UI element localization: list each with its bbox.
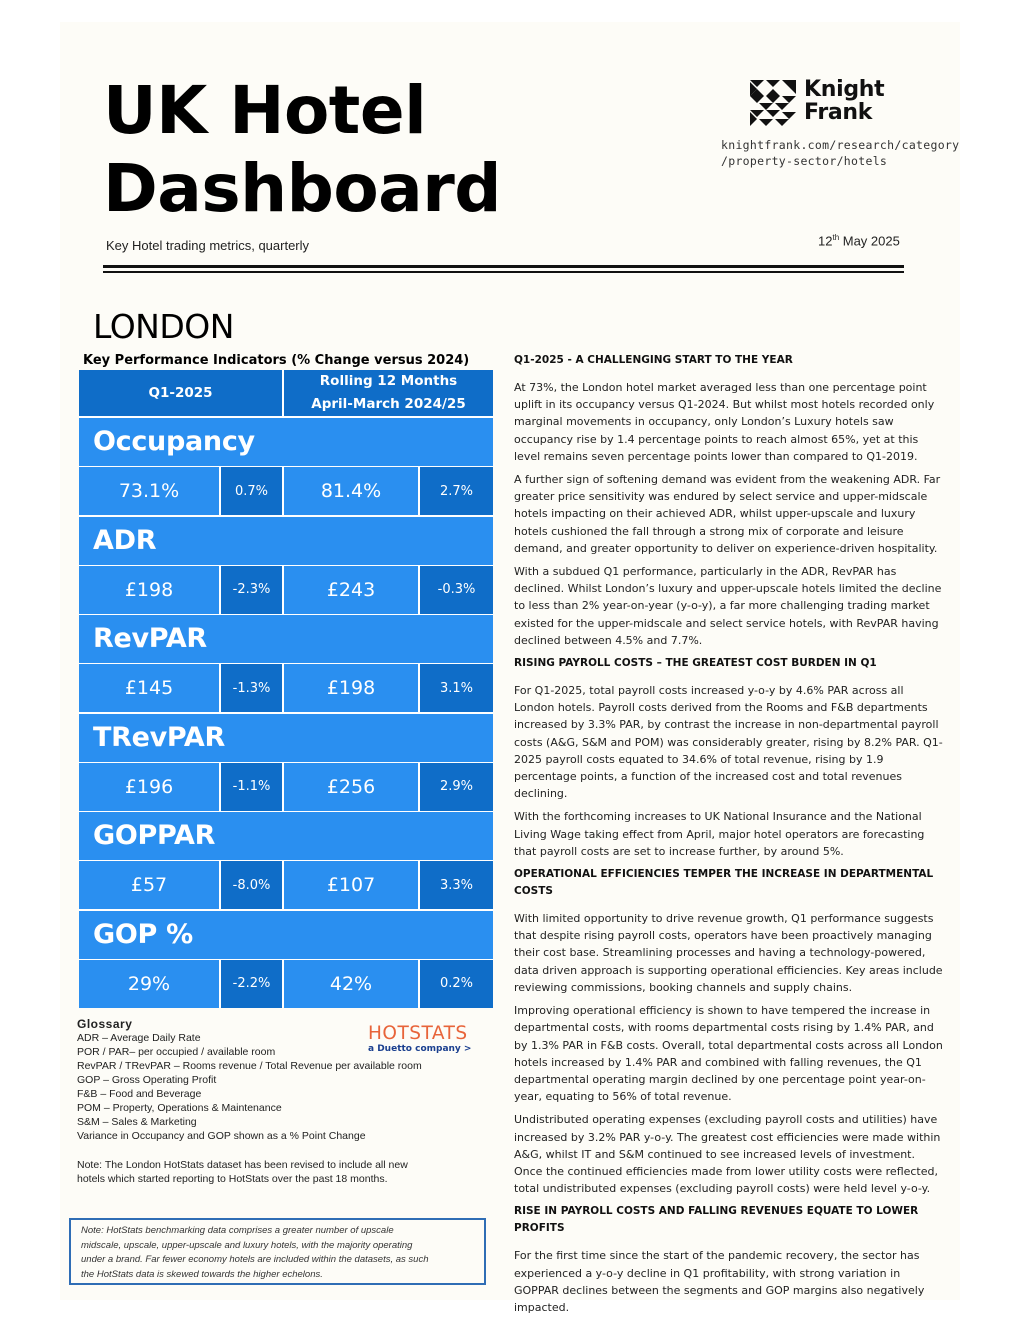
paragraph: Improving operational efficiency is shown to have tempered the increase in departmental costs, with rooms departmental costs rising by 1.4% PAR, and by 1.3% PAR in F&B costs. Overall, total departmental costs across all London hotels increased by 1.4% PAR and combined with falling revenues, the Q1 departmental operating margin declined by one percentage point year-on-year, equating to 56% of total revenue. [514,1004,943,1104]
kpi-block [79,517,493,614]
kpi-q1-change: -2.3% [221,566,282,614]
brand-line-2: Frank [804,100,873,125]
kpi-block [79,418,493,515]
kpi-block [79,615,493,712]
kpi-metric-name: RevPAR [79,615,493,663]
data-note-line: midscale, upscale, upper-upscale and luxury hotels, with the majority operating [81,1239,413,1251]
website-link[interactable] [721,137,959,169]
data-note-line: Note: HotStats benchmarking data comprises a greater number of upscale [81,1225,394,1236]
kpi-metric-name: GOP % [79,911,493,959]
kpi-rolling-change: 3.3% [420,861,493,909]
kpi-rolling-change: 3.1% [420,664,493,712]
data-note-line: the HotStats data is skewed towards the higher echelons. [81,1268,323,1280]
knight-frank-logo-icon [750,80,796,126]
kpi-metric-name: TRevPAR [79,714,493,762]
kpi-block [79,812,493,909]
section-heading: RISE IN PAYROLL COSTS AND FALLING REVENUES EQUATE TO LOWER PROFITS [514,1205,919,1235]
kpi-table [79,370,493,1007]
kpi-q1-value: 73.1% [79,467,219,515]
glossary-item: RevPAR / TRevPAR – Rooms revenue / Total Revenue per available room [77,1060,422,1072]
glossary-item: S&M – Sales & Marketing [77,1116,197,1128]
kpi-column-rolling-line-1: Rolling 12 Months [319,373,458,389]
hotstats-tagline: a Duetto company > [368,1044,472,1054]
city-heading: LONDON [93,307,234,346]
glossary-note [77,1158,408,1186]
glossary-item: Variance in Occupancy and GOP shown as a % Point Change [77,1130,366,1142]
hotstats-logo [368,1024,478,1056]
kpi-q1-change: -8.0% [221,861,282,909]
kpi-metric-name: GOPPAR [79,812,493,860]
kpi-column-q1 [79,370,282,416]
kpi-q1-value: 29% [79,960,219,1008]
kpi-rolling-value: £243 [284,566,418,614]
paragraph: For Q1-2025, total payroll costs increased y-o-y by 4.6% PAR across all London hotels. Payroll costs derived from the Rooms and F&B departments increased by 3.3% PAR, by contrast the increase in non-departmental payroll costs (A&G, S&M and POM) was considerably greater, rising by 8.2% PAR. Q1-2025 payroll costs equated to 34.6% of total revenue, rising by 1.9 percentage points, a function of the increased cost and total revenues declining. [514,684,943,801]
paragraph: With the forthcoming increases to UK National Insurance and the National Living Wage taking effect from April, major hotel operators are forecasting that payroll costs are set to increase further, by around 5%. [514,810,925,858]
paragraph: Undistributed operating expenses (excluding payroll costs and utilities) have increased by 3.2% PAR y-o-y. The greatest cost efficiencies were made within A&G, whilst IT and S&M continued to see increased levels of investment. Once the continued efficiencies made from lower utility costs were reflected, total undistributed expenses (excluding payroll costs) were held level y-o-y. [514,1113,941,1196]
hotstats-wordmark: HOTSTATS [368,1023,468,1044]
date-rest: May 2025 [839,233,900,249]
kpi-column-rolling [284,370,493,416]
glossary-heading: Glossary [77,1017,133,1031]
glossary-item: ADR – Average Daily Rate [77,1032,201,1044]
kpi-rolling-change: 2.9% [420,763,493,811]
kpi-rolling-value: £256 [284,763,418,811]
section-heading: RISING PAYROLL COSTS – THE GREATEST COST BURDEN IN Q1 [514,657,877,670]
publish-date [818,233,900,248]
header-divider-secondary [103,271,904,273]
paragraph: A further sign of softening demand was evident from the weakening ADR. Far greater price sensitivity was endured by select service and upper-midscale hotels impacting on their achieved ADR, whilst upper-upscale and luxury hotels cushioned the fall through a strong mix of corporate and leisure demand, and greater opportunity to deliver on experience-driven hospitality. [514,473,941,555]
glossary-note-line-1: Note: The London HotStats dataset has been revised to include all new [77,1159,408,1171]
kpi-heading: Key Performance Indicators (% Change versus 2024) [83,353,470,368]
data-note-box [69,1218,486,1285]
section-heading: Q1-2025 - A CHALLENGING START TO THE YEAR [514,354,793,366]
date-suffix: th [832,233,840,242]
kpi-q1-change: -2.2% [221,960,282,1008]
kpi-rolling-change: 2.7% [420,467,493,515]
kpi-metric-name: Occupancy [79,418,493,466]
glossary-note-line-2: hotels which started reporting to HotStats over the past 18 months. [77,1173,388,1185]
kpi-q1-change: -1.1% [221,763,282,811]
section-heading: OPERATIONAL EFFICIENCIES TEMPER THE INCREASE IN DEPARTMENTAL COSTS [514,868,934,898]
url-line-1: knightfrank.com/research/category [721,138,960,152]
article-body [514,352,946,1320]
knight-frank-logo [750,78,900,128]
kpi-rolling-value: £107 [284,861,418,909]
glossary-item: GOP – Gross Operating Profit [77,1074,217,1086]
title-line-1: UK Hotel [103,72,427,149]
glossary-item: POR / PAR– per occupied / available room [77,1046,276,1058]
kpi-metric-name: ADR [79,517,493,565]
kpi-q1-value: £198 [79,566,219,614]
paragraph: With a subdued Q1 performance, particularly in the ADR, RevPAR has declined. Whilst London’s luxury and upper-upscale hotels limited the decline to less than 2% year-on-year (y-o-y), a far more challenging trading market existed for the upper-midscale and select service hotels, with RevPAR having declined between 4.5% and 7.7%. [514,565,942,647]
kpi-q1-value: £196 [79,763,219,811]
kpi-q1-change: -1.3% [221,664,282,712]
paragraph: With limited opportunity to drive revenue growth, Q1 performance suggests that despite rising payroll costs, operators have been proactively managing their cost base. Streamlining processes and having a technology-powered, data driven approach is supporting operational efficiencies. Key areas include reviewing commissions, booking channels and supply chains. [514,912,943,994]
kpi-rolling-change: 0.2% [420,960,493,1008]
kpi-block [79,911,493,1008]
kpi-q1-value: £57 [79,861,219,909]
knight-frank-wordmark [804,78,884,124]
kpi-rolling-value: 81.4% [284,467,418,515]
paragraph: For the first time since the start of the pandemic recovery, the sector has experienced a y-o-y decline in Q1 profitability, with strong variation in GOPPAR declines between the segments and GOP margins also negatively impacted. [514,1249,925,1314]
kpi-column-rolling-line-2: April-March 2024/25 [311,396,466,412]
url-line-2: /property-sector/hotels [721,154,888,168]
date-day: 12 [818,233,833,249]
kpi-q1-value: £145 [79,664,219,712]
kpi-block [79,714,493,811]
paragraph: At 73%, the London hotel market averaged less than one percentage point uplift in its occupancy versus Q1-2024. But whilst most hotels recorded only marginal movements in occupancy, only London’s Luxury hotels saw occupancy rise by 1.4 percentage points to reach almost 65%, yet at this level remains seven percentage points lower than compared to Q1-2019. [514,381,935,463]
kpi-rolling-value: 42% [284,960,418,1008]
kpi-q1-change: 0.7% [221,467,282,515]
kpi-rolling-value: £198 [284,664,418,712]
kpi-rolling-change: -0.3% [420,566,493,614]
data-note-line: under a brand. Far fewer economy hotels are included within the datasets, as such [81,1254,429,1265]
glossary-item: F&B – Food and Beverage [77,1088,202,1100]
kpi-column-q1-label: Q1-2025 [148,384,213,401]
brand-line-1: Knight [804,77,885,102]
page-title [103,72,501,228]
page-subtitle: Key Hotel trading metrics, quarterly [106,238,310,253]
header-divider [103,265,904,268]
title-line-2: Dashboard [103,150,502,227]
glossary-item: POM – Property, Operations & Maintenance [77,1102,282,1114]
